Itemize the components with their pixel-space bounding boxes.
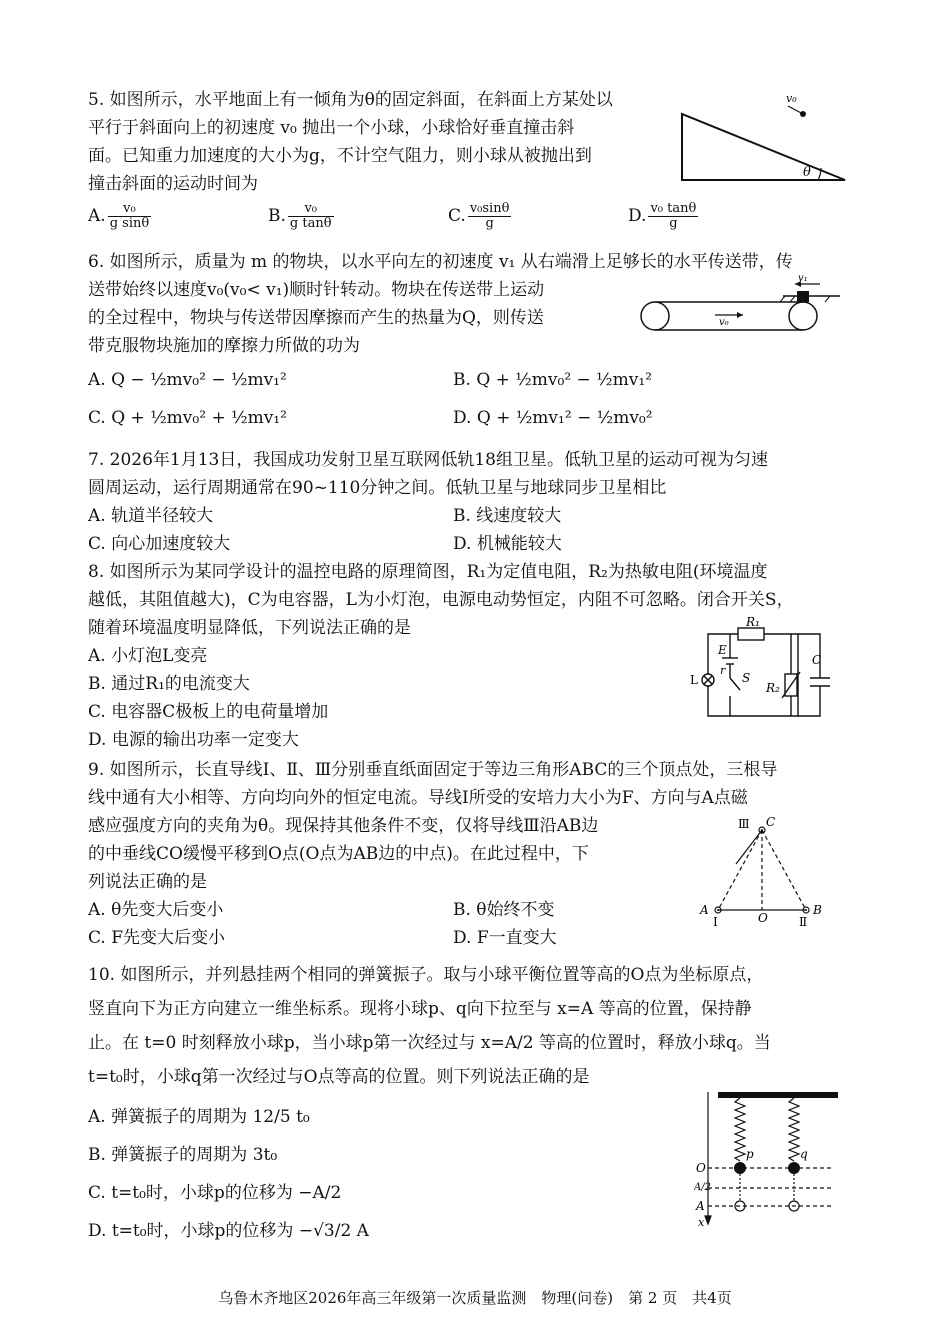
q6-option-b: B. Q + ½mv₀² − ½mv₁²: [453, 370, 653, 390]
q7-options-row2: [88, 530, 848, 558]
svg-text:v₁: v₁: [798, 274, 808, 284]
q10-option-b: B. 弹簧振子的周期为 3t₀: [88, 1145, 278, 1165]
q10-line: 10. 如图所示，并列悬挂两个相同的弹簧振子。取与小球平衡位置等高的O点为坐标原点，: [88, 965, 764, 985]
q8-option-d: D. 电源的输出功率一定变大: [88, 730, 299, 750]
svg-text:v₀: v₀: [786, 92, 797, 105]
q6-line: 送带始终以速度v₀(v₀< v₁)顺时针转动。物块在传送带上运动: [88, 280, 545, 300]
svg-text:p: p: [746, 1147, 754, 1161]
q7-option-c: C. 向心加速度较大: [88, 534, 231, 554]
svg-text:Ⅱ: Ⅱ: [799, 915, 808, 929]
q9-option-b: B. θ始终不变: [453, 900, 555, 920]
q9-line: 9. 如图所示，长直导线Ⅰ、Ⅱ、Ⅲ分别垂直纸面固定于等边三角形ABC的三个顶点处，三根导: [88, 760, 778, 780]
svg-text:Ⅰ: Ⅰ: [713, 915, 718, 929]
q8-option-c: C. 电容器C极板上的电荷量增加: [88, 702, 329, 722]
q10-line: t=t₀时，小球q第一次经过与O点等高的位置。则下列说法正确的是: [88, 1067, 590, 1087]
q5-line: 5. 如图所示，水平地面上有一倾角为θ的固定斜面，在斜面上方某处以: [88, 90, 613, 110]
svg-text:A/2: A/2: [694, 1182, 711, 1193]
q5-option-d: D. $\frac{\text{v₀ tanθ}}{g}$: [628, 201, 697, 231]
svg-text:S: S: [742, 671, 751, 685]
q10-option-c: C. t=t₀时，小球p的位移为 −A/2: [88, 1183, 342, 1203]
q7-line: 圆周运动，运行周期通常在90~110分钟之间。低轨卫星与地球同步卫星相比: [88, 478, 667, 498]
svg-text:v₀: v₀: [719, 317, 729, 328]
svg-text:C: C: [766, 815, 776, 829]
q10-line: 竖直向下为正方向建立一维坐标系。现将小球p、q向下拉至与 x=A 等高的位置，保持静: [88, 999, 752, 1019]
q7-option-d: D. 机械能较大: [453, 534, 562, 554]
q6-options-row1: [88, 366, 848, 394]
q6-option-d: D. Q + ½mv₁² − ½mv₀²: [453, 408, 653, 428]
q8-line: 8. 如图所示为某同学设计的温控电路的原理简图，R₁为定值电阻，R₂为热敏电阻(环境温度: [88, 562, 768, 582]
q6-option-a: A. Q − ½mv₀² − ½mv₁²: [88, 370, 287, 390]
q7-options-row1: [88, 502, 848, 530]
q7-option-a: A. 轨道半径较大: [88, 506, 214, 526]
q6-conveyor-figure: [635, 274, 845, 336]
page-footer: 乌鲁木齐地区2026年高三年级第一次质量监测 物理(问卷) 第 2 页 共4页: [218, 1289, 732, 1307]
svg-text:q: q: [800, 1147, 808, 1161]
q9-option-c: C. F先变大后变小: [88, 928, 226, 948]
svg-text:R₂: R₂: [766, 681, 780, 695]
q5-line: 面。已知重力加速度的大小为g，不计空气阻力，则小球从被抛出到: [88, 146, 592, 166]
q5-incline-figure: [670, 88, 850, 188]
q10-option-a: A. 弹簧振子的周期为 12/5 t₀: [88, 1107, 310, 1127]
q5-line: 撞击斜面的运动时间为: [88, 174, 258, 194]
svg-text:O: O: [696, 1161, 706, 1175]
q5-option-b: B. $\frac{\text{v₀}}{\text{g tanθ}}$: [268, 201, 332, 231]
q5-option-a: A. $\frac{\text{v₀}}{\text{g sinθ}}$: [88, 201, 150, 231]
q6-option-c: C. Q + ½mv₀² + ½mv₁²: [88, 408, 287, 428]
svg-text:A: A: [696, 1199, 705, 1213]
svg-text:E: E: [718, 643, 727, 657]
svg-text:R₁: R₁: [746, 616, 760, 629]
q7-option-b: B. 线速度较大: [453, 506, 562, 526]
q5-line: 平行于斜面向上的初速度 v₀ 抛出一个小球，小球恰好垂直撞击斜: [88, 118, 575, 138]
q6-line: 的全过程中，物块与传送带因摩擦而产生的热量为Q，则传送: [88, 308, 544, 328]
svg-text:x: x: [698, 1216, 705, 1228]
svg-text:C: C: [812, 653, 822, 667]
svg-text:r: r: [720, 664, 726, 677]
q8-line: 随着环境温度明显降低，下列说法正确的是: [88, 618, 411, 638]
q9-triangle-figure: [696, 814, 832, 930]
q8-option-a: A. 小灯泡L变亮: [88, 646, 208, 666]
svg-text:Ⅲ: Ⅲ: [738, 817, 750, 831]
q9-option-a: A. θ先变大后变小: [88, 900, 224, 920]
q10-option-d: D. t=t₀时，小球p的位移为 −√3/2 A: [88, 1221, 369, 1241]
q7-line: 7. 2026年1月13日，我国成功发射卫星互联网低轨18组卫星。低轨卫星的运动可视为匀速: [88, 450, 768, 470]
q9-option-d: D. F一直变大: [453, 928, 557, 948]
q5-options: [88, 202, 848, 231]
q6-options-row2: [88, 404, 848, 432]
svg-text:L: L: [690, 673, 698, 687]
q10-line: 止。在 t=0 时刻释放小球p，当小球p第一次经过与 x=A/2 等高的位置时，释放小球q。当: [88, 1033, 771, 1053]
svg-text:B: B: [813, 903, 822, 917]
svg-text:A: A: [700, 903, 709, 917]
svg-text:θ: θ: [803, 165, 811, 180]
q9-line: 感应强度方向的夹角为θ。现保持其他条件不变，仅将导线Ⅲ沿AB边: [88, 816, 599, 836]
q10-spring-figure: [694, 1086, 844, 1228]
q8-option-b: B. 通过R₁的电流变大: [88, 674, 250, 694]
question-7: [88, 446, 848, 558]
q6-line: 带克服物块施加的摩擦力所做的功为: [88, 336, 360, 356]
q9-line: 的中垂线CO缓慢平移到O点(O点为AB边的中点)。在此过程中，下: [88, 844, 589, 864]
q8-line: 越低，其阻值越大)，C为电容器，L为小灯泡，电源电动势恒定，内阻不可忽略。闭合开关S，: [88, 590, 794, 610]
q6-line: 6. 如图所示，质量为 m 的物块，以水平向左的初速度 v₁ 从右端滑上足够长的水平传送带，传: [88, 252, 793, 272]
q8-circuit-figure: [690, 616, 840, 724]
q5-option-c: C. $\frac{\text{v₀sinθ}}{g}$: [448, 201, 510, 231]
q9-line: 线中通有大小相等、方向均向外的恒定电流。导线Ⅰ所受的安培力大小为F、方向与A点磁: [88, 788, 748, 808]
svg-text:O: O: [758, 911, 768, 925]
q9-line: 列说法正确的是: [88, 872, 207, 892]
